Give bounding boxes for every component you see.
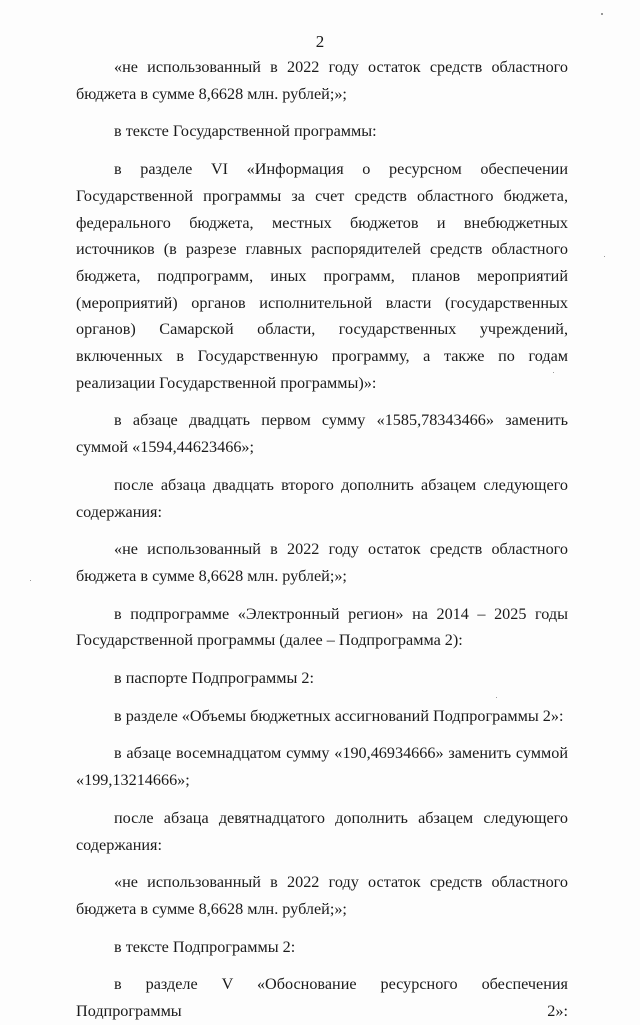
paragraph-1: «не использованный в 2022 году остаток средств областного бюджета в сумме 8,6628 млн. рублей;»;	[76, 58, 568, 103]
paragraph-10: в абзаце восемнадцатом сумму «190,46934666» заменить суммой «199,13214666»;	[76, 744, 568, 790]
paragraph-12: «не использованный в 2022 году остаток средств областного бюджета в сумме 8,6628 млн. рублей;»;	[76, 873, 568, 918]
paragraph-13: в тексте Подпрограммы 2:	[114, 937, 296, 956]
paragraph-5: после абзаца двадцать второго дополнить абзацем следующего содержания:	[76, 475, 568, 521]
paragraph-7: в подпрограмме «Электронный регион» на 2014 – 2025 годы Государственной программы (далее – Подпрограмма 2):	[76, 604, 568, 650]
paragraph-4: в абзаце двадцать первом сумму «1585,78343466» заменить суммой «1594,44623466»;	[76, 411, 568, 457]
paragraph-11: после абзаца девятнадцатого дополнить абзацем следующего содержания:	[76, 808, 568, 854]
paragraph-14: в разделе V «Обоснование ресурсного обеспечения Подпрограммы 2»:	[76, 975, 568, 1021]
scan-speck	[604, 256, 605, 257]
paragraph-3: в разделе VI «Информация о ресурсном обеспечении Государственной программы за счет средств областного бюджета, федерального бюджета, местных бюджетов и внебюджетных источников (в разрезе главных распорядителей средств областного бюджета, подпрограмм, иных программ, планов мероприятий (мероприятий) органов исполнительной власти (государственных органов) Самарской области, государственных учреждений, включенных в Государственную программу, а также по годам реализации Государственной программы)»:	[76, 160, 568, 392]
document-body	[76, 43, 568, 1025]
page-number: 2	[315, 32, 325, 51]
scan-speck	[601, 13, 603, 15]
paragraph-9: в разделе «Объемы бюджетных ассигнований Подпрограммы 2»:	[114, 706, 564, 725]
paragraph-8: в паспорте Подпрограммы 2:	[114, 669, 314, 688]
scan-speck	[496, 697, 497, 698]
scan-speck	[30, 580, 31, 581]
paragraph-2: в тексте Государственной программы:	[114, 122, 377, 141]
scan-speck	[553, 372, 554, 373]
paragraph-6: «не использованный в 2022 году остаток средств областного бюджета в сумме 8,6628 млн. рублей;»;	[76, 540, 568, 585]
